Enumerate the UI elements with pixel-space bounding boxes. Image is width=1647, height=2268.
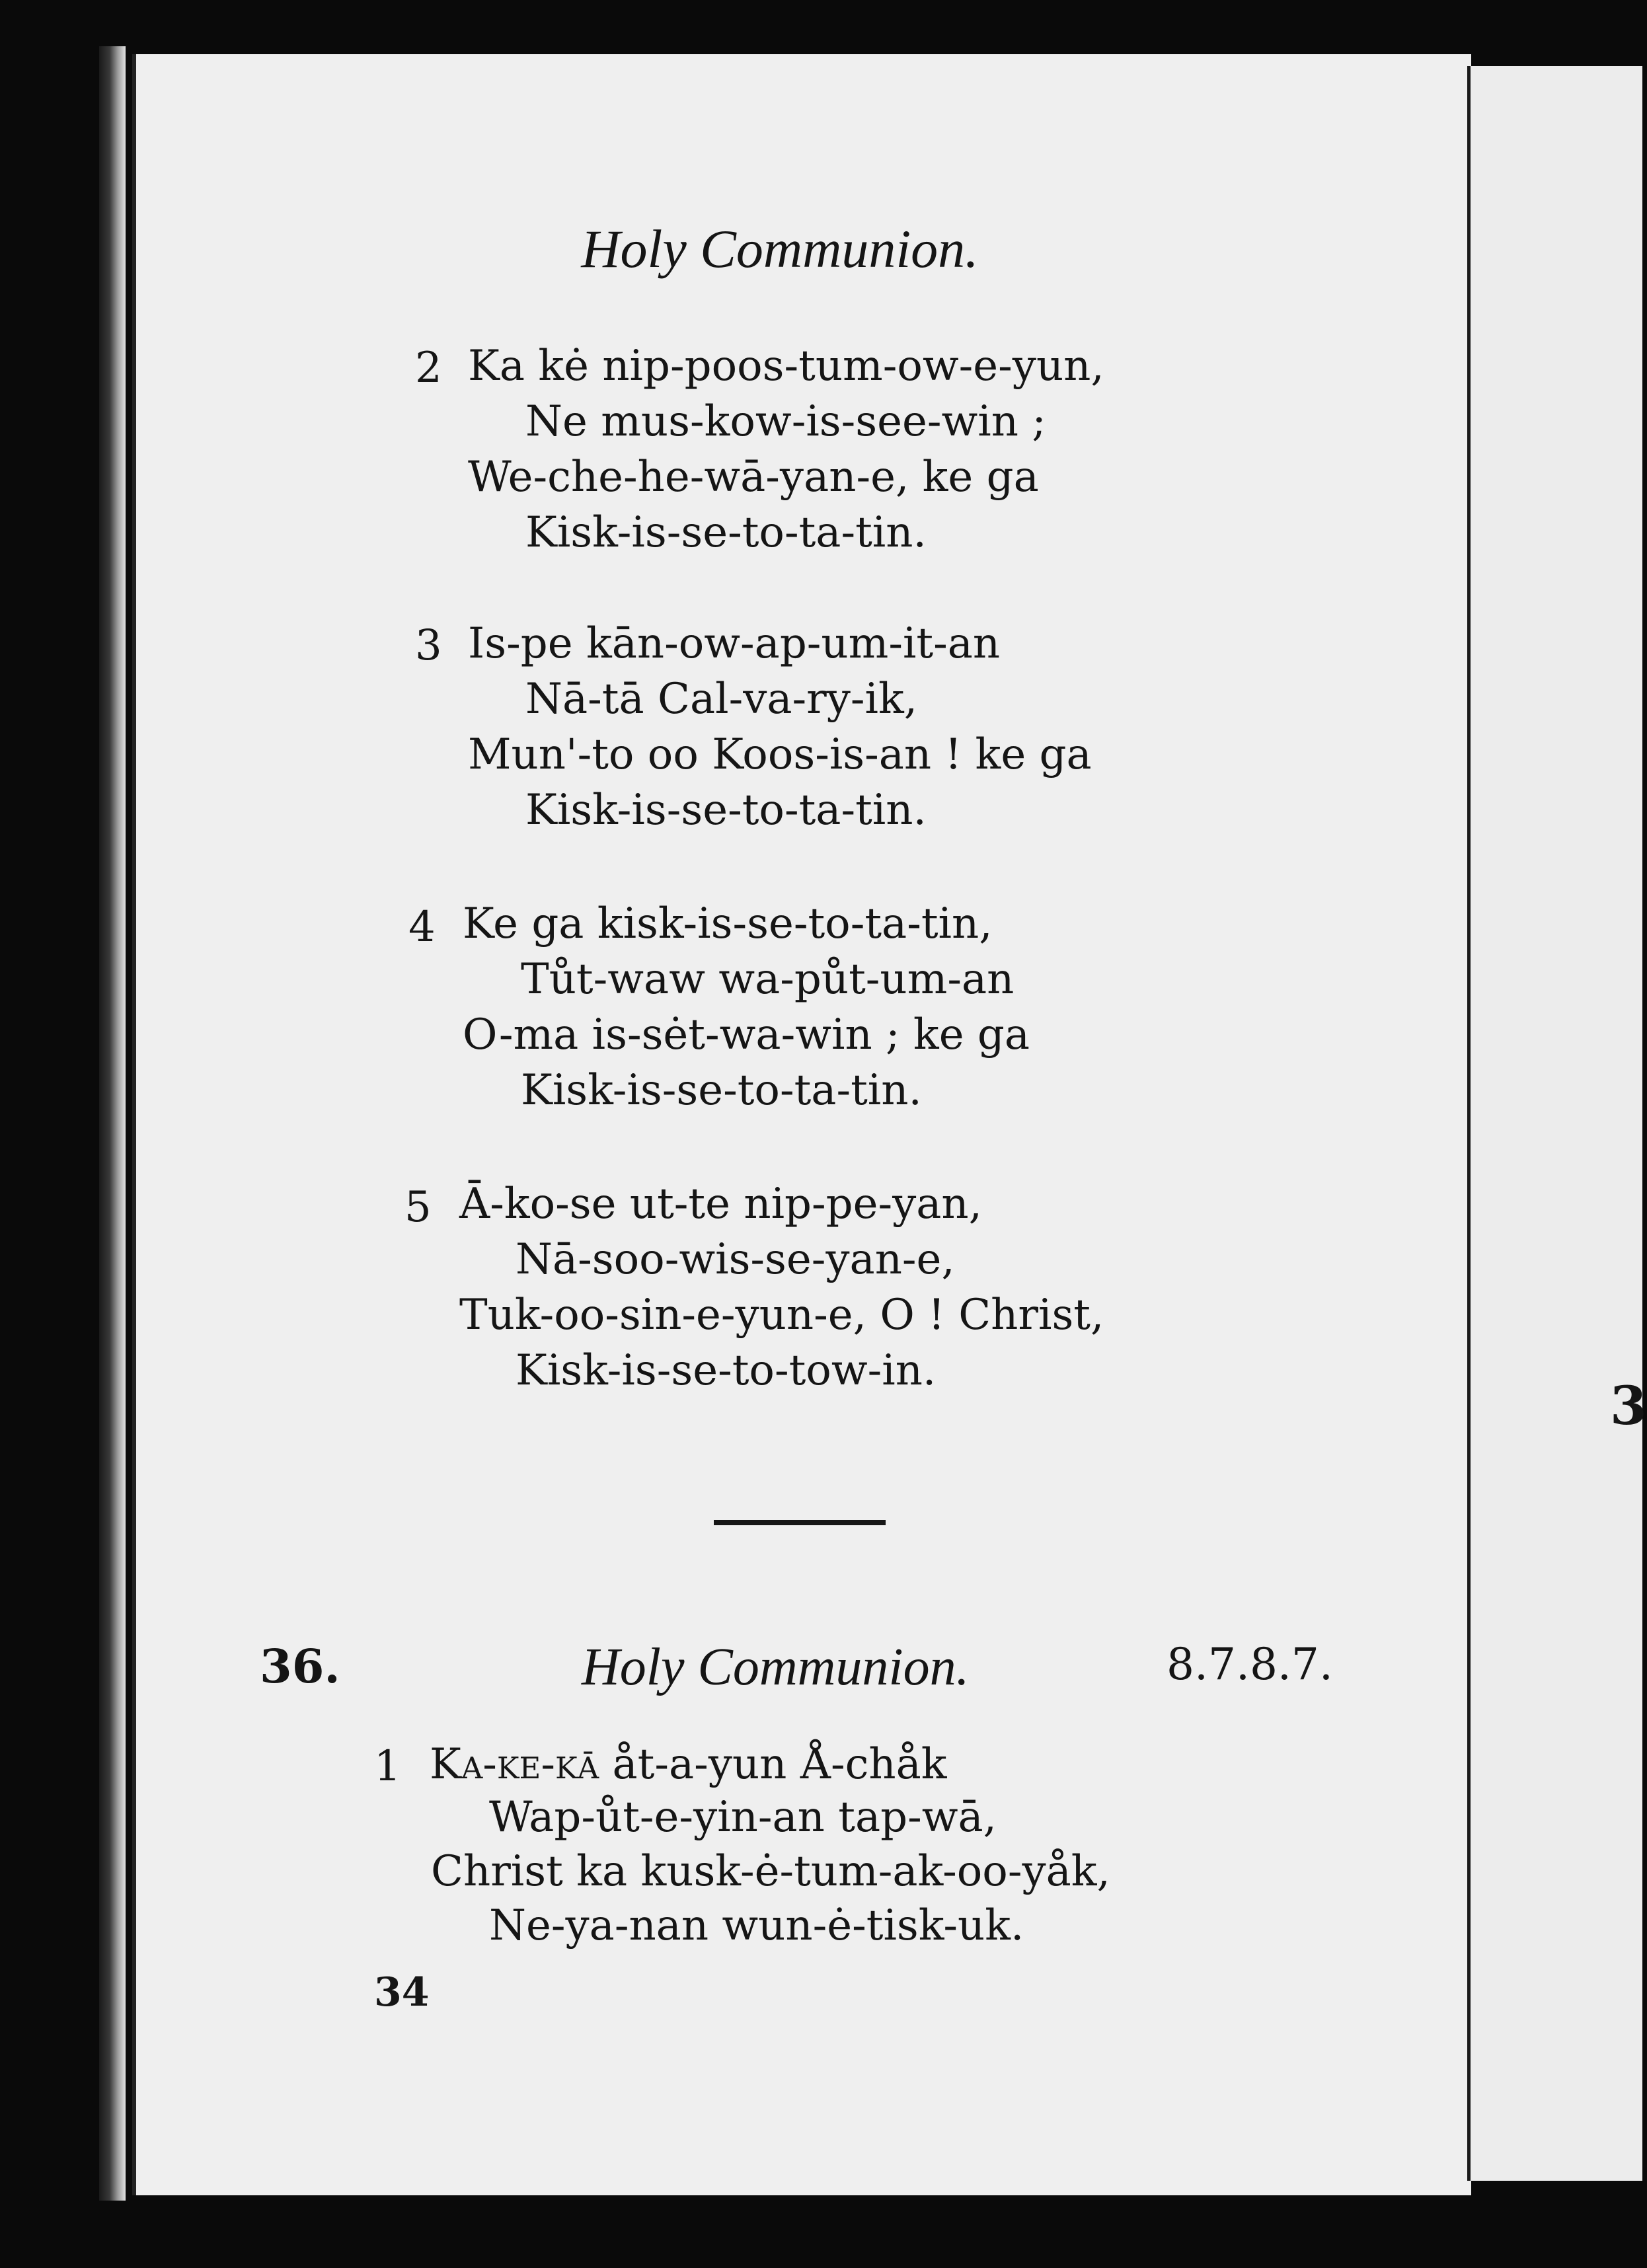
verse-line: Is-pe kān-ow-ap-um-it-an [468,619,1001,668]
stanza-number: 5 [404,1183,432,1232]
hymn-title: Holy Communion. [582,1638,970,1696]
verse-line: Tůt-waw wa-půt-um-an [521,955,1015,1004]
verse-line: Kisk-is-se-to-ta-tin. [521,1066,922,1115]
verse-line: Ka kė nip-poos-tum-ow-e-yun, [468,342,1104,391]
verse-line: Ke ga kisk-is-se-to-ta-tin, [463,899,993,948]
verse-line: O-ma is-sėt-wa-win ; ke ga [463,1010,1030,1059]
verse-line: Ne mus-kow-is-see-win ; [525,397,1046,446]
verse-line: Christ ka kusk-ė-tum-ak-oo-yåk, [431,1847,1110,1896]
stanza-number: 3 [415,621,442,670]
verse-line: Kisk-is-se-to-tow-in. [516,1346,937,1395]
hymn-number: 36. [260,1639,340,1694]
verse-line: Nā-soo-wis-se-yan-e, [516,1235,955,1284]
verse-line: We-che-he-wā-yan-e, ke ga [468,453,1039,502]
verse-line: Ne-ya-nan wun-ė-tisk-uk. [489,1901,1024,1950]
stanza-number: 2 [415,344,442,393]
verse-line-rest: åt-a-yun Å-chåk [612,1740,947,1789]
hymn-meter: 8.7.8.7. [1167,1639,1333,1690]
verse-line: Kisk-is-se-to-ta-tin. [525,786,927,835]
verse-line: Ā-ko-se ut-te nip-pe-yan, [459,1180,982,1228]
facing-page-edge [1467,66,1642,2181]
facing-page-fragment: 3 [1610,1375,1647,1437]
stanza-number: 4 [408,903,436,952]
verse-line: Nā-tā Cal-va-ry-ik, [525,675,918,724]
section-divider-rule [714,1520,886,1525]
running-head: Holy Communion. [581,219,979,279]
stanza-number: 1 [374,1742,401,1791]
verse-line: Wap-ůt-e-yin-an tap-wā, [489,1793,997,1842]
page-number: 34 [374,1969,430,2016]
book-gutter-edge [99,46,126,2201]
verse-line: Tuk-oo-sin-e-yun-e, O ! Christ, [459,1291,1104,1340]
verse-line [430,1740,947,1789]
verse-line: Mun'-to oo Koos-is-an ! ke ga [468,730,1092,779]
verse-line: Kisk-is-se-to-ta-tin. [525,508,927,557]
opening-words-small-caps: Ka-ke-kā [430,1740,599,1789]
